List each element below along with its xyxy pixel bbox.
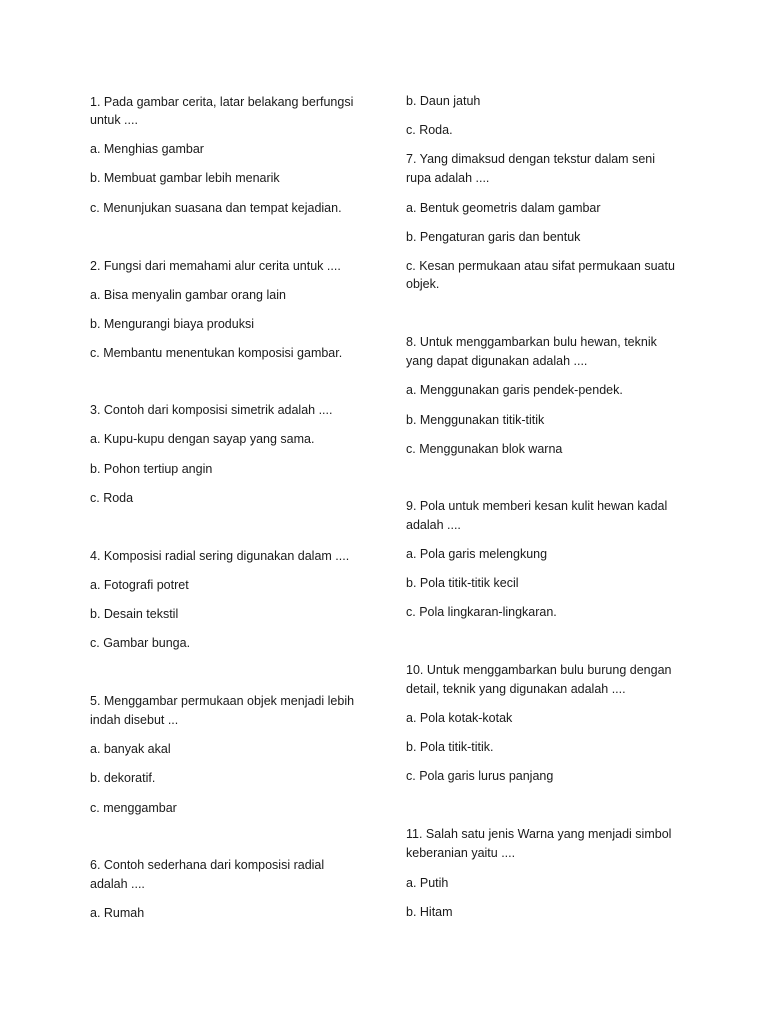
question-2-option-b: b. Mengurangi biaya produksi	[90, 317, 254, 331]
question-3-text: 3. Contoh dari komposisi simetrik adalah ....	[90, 403, 333, 417]
question-5-text: 5. Menggambar permukaan objek menjadi lebih	[90, 694, 355, 708]
question-3-option-c: c. Roda	[90, 491, 134, 505]
question-6-text-cont: adalah ....	[90, 877, 145, 891]
question-4-option-a: a. Fotografi potret	[90, 578, 189, 592]
question-10-option-c: c. Pola garis lurus panjang	[406, 769, 554, 783]
question-7-option-a: a. Bentuk geometris dalam gambar	[406, 201, 601, 215]
question-11-text: 11. Salah satu jenis Warna yang menjadi simbol	[406, 827, 672, 841]
question-3-option-b: b. Pohon tertiup angin	[90, 462, 213, 476]
question-7-text: 7. Yang dimaksud dengan tekstur dalam seni	[406, 152, 655, 166]
question-7-text-cont: rupa adalah ....	[406, 171, 490, 185]
question-4-text: 4. Komposisi radial sering digunakan dalam ....	[90, 549, 350, 563]
question-1-option-b: b. Membuat gambar lebih menarik	[90, 171, 280, 185]
question-6-option-c: c. Roda.	[406, 123, 453, 137]
question-10-text-cont: detail, teknik yang digunakan adalah ....	[406, 682, 626, 696]
question-6-text: 6. Contoh sederhana dari komposisi radial	[90, 858, 325, 872]
question-5-option-b: b. dekoratif.	[90, 771, 156, 785]
question-1-option-a: a. Menghias gambar	[90, 142, 204, 156]
question-8-option-a: a. Menggunakan garis pendek-pendek.	[406, 383, 623, 397]
question-10-option-b: b. Pola titik-titik.	[406, 740, 494, 754]
question-2-option-a: a. Bisa menyalin gambar orang lain	[90, 288, 286, 302]
question-11-option-a: a. Putih	[406, 876, 449, 890]
question-7-option-c: c. Kesan permukaan atau sifat permukaan suatu	[406, 259, 675, 273]
question-6-option-b: b. Daun jatuh	[406, 94, 481, 108]
question-2-text: 2. Fungsi dari memahami alur cerita untuk ....	[90, 259, 341, 273]
question-9-text: 9. Pola untuk memberi kesan kulit hewan kadal	[406, 499, 668, 513]
question-5-option-c: c. menggambar	[90, 801, 177, 815]
question-4-option-b: b. Desain tekstil	[90, 607, 179, 621]
question-6-option-a: a. Rumah	[90, 906, 145, 920]
question-7-option-b: b. Pengaturan garis dan bentuk	[406, 230, 581, 244]
question-8-option-b: b. Menggunakan titik-titik	[406, 413, 545, 427]
question-11-text-cont: keberanian yaitu ....	[406, 846, 516, 860]
question-1-text-cont: untuk ....	[90, 113, 138, 127]
question-4-option-c: c. Gambar bunga.	[90, 636, 191, 650]
question-9-option-a: a. Pola garis melengkung	[406, 547, 548, 561]
question-7-option-c-cont: objek.	[406, 277, 440, 291]
question-2-option-c: c. Membantu menentukan komposisi gambar.	[90, 346, 343, 360]
question-1-option-c: c. Menunjukan suasana dan tempat kejadian.	[90, 201, 342, 215]
question-8-text: 8. Untuk menggambarkan bulu hewan, teknik	[406, 335, 657, 349]
question-9-text-cont: adalah ....	[406, 518, 461, 532]
question-8-text-cont: yang dapat digunakan adalah ....	[406, 354, 588, 368]
question-8-option-c: c. Menggunakan blok warna	[406, 442, 563, 456]
question-11-option-b: b. Hitam	[406, 905, 453, 919]
question-10-text: 10. Untuk menggambarkan bulu burung dengan	[406, 663, 672, 677]
question-3-option-a: a. Kupu-kupu dengan sayap yang sama.	[90, 432, 315, 446]
question-5-option-a: a. banyak akal	[90, 742, 171, 756]
question-1-text: 1. Pada gambar cerita, latar belakang berfungsi	[90, 95, 354, 109]
question-9-option-b: b. Pola titik-titik kecil	[406, 576, 519, 590]
question-10-option-a: a. Pola kotak-kotak	[406, 711, 513, 725]
question-5-text-cont: indah disebut ...	[90, 713, 179, 727]
question-9-option-c: c. Pola lingkaran-lingkaran.	[406, 605, 557, 619]
